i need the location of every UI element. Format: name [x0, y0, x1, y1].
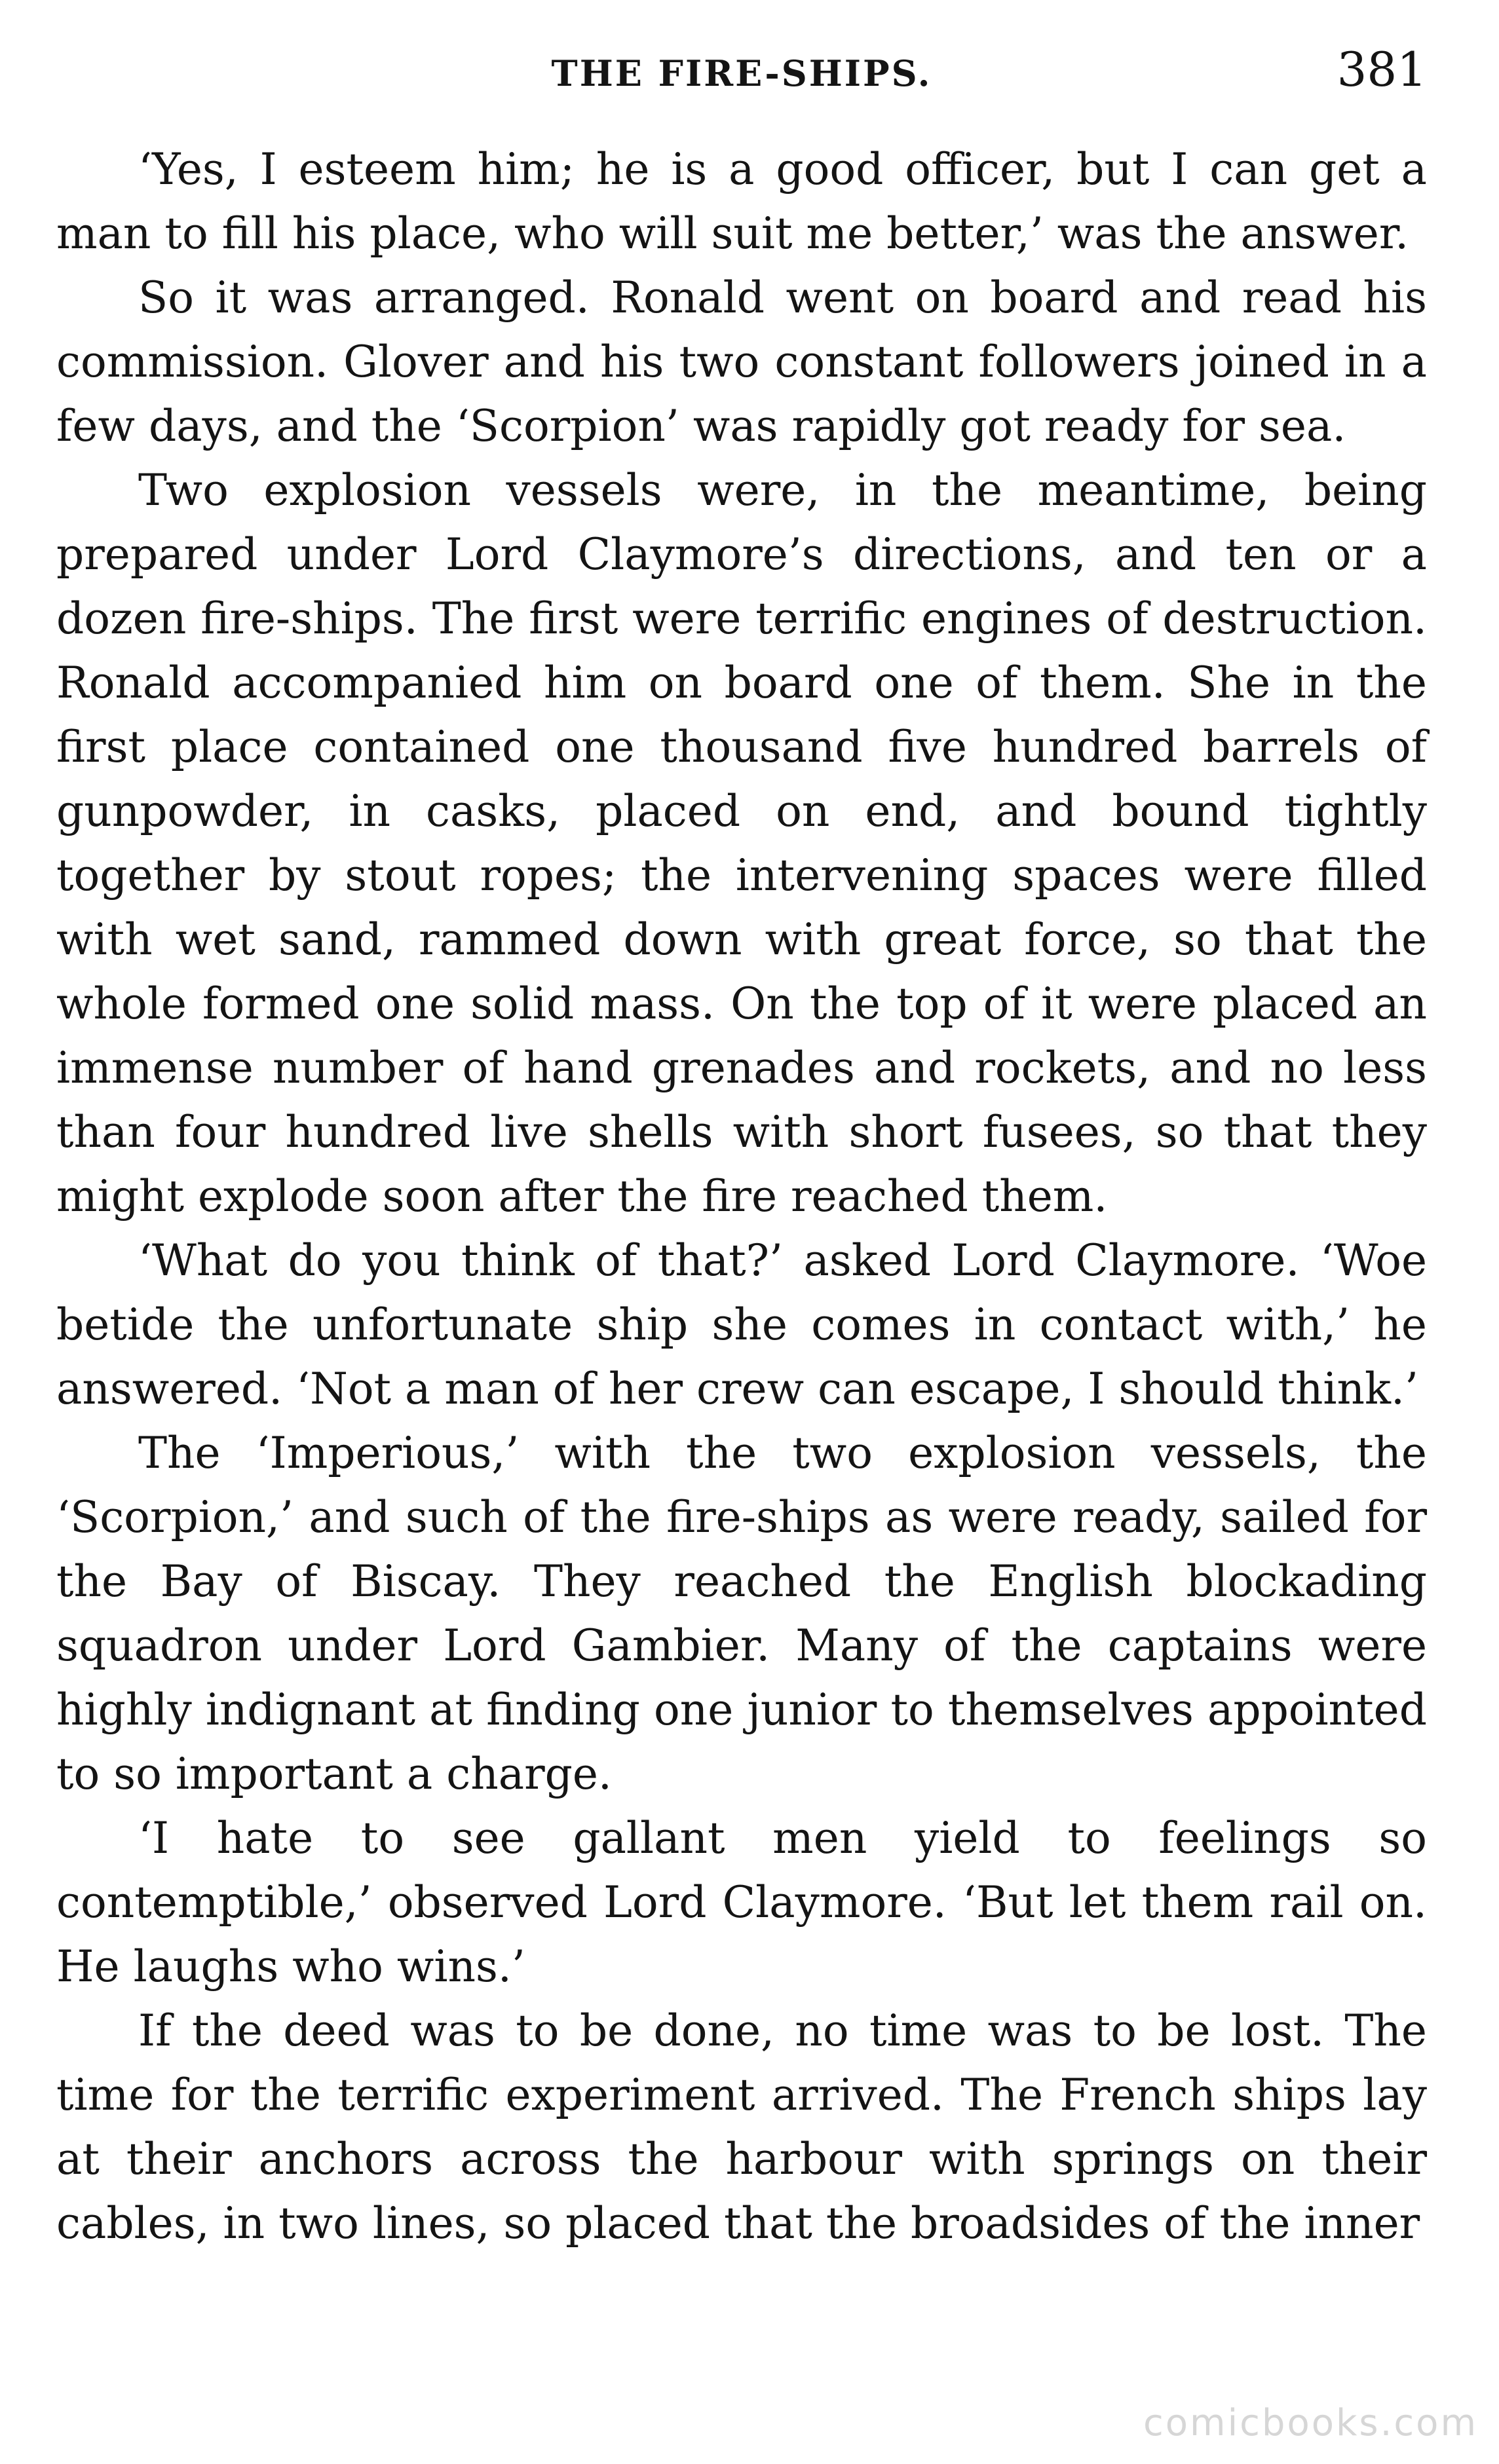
paragraph-6: ‘I hate to see gallant men yield to feelings so contemptible,’ observed Lord Claymore. ‘But let them rail on. He laughs who wins.’ [56, 1813, 1427, 1992]
paragraph-2: So it was arranged. Ronald went on board and read his commission. Glover and his two constant followers joined in a few days, and the ‘Scorpion’ was rapidly got ready for sea. [56, 272, 1427, 451]
watermark: comicbooks.com [1143, 2402, 1478, 2444]
paragraph-7: If the deed was to be done, no time was to be lost. The time for the terrific experiment arrived. The French ships lay at their anchors across the harbour with springs on their cables, in two lines, so placed that the broadsides of the inner [56, 2006, 1427, 2249]
paragraph-1: ‘Yes, I esteem him; he is a good officer, but I can get a man to fill his place, who will suit me better,’ was the answer. [56, 144, 1427, 259]
page-header [56, 42, 1427, 124]
paragraph-5: The ‘Imperious,’ with the two explosion vessels, the ‘Scorpion,’ and such of the fire-ships as were ready, sailed for the Bay of Biscay. They reached the English blockading squadron under Lord Gambier. Many of the captains were highly indignant at finding one junior to themselves appointed to so important a charge. [56, 1428, 1427, 1799]
body-text [56, 138, 1427, 2256]
running-title: THE FIRE-SHIPS. [551, 52, 932, 94]
page-number: 381 [1337, 42, 1427, 97]
paragraph-4: ‘What do you think of that?’ asked Lord Claymore. ‘Woe betide the unfortunate ship she comes in contact with,’ he answered. ‘Not a man of her crew can escape, I should think.’ [56, 1235, 1427, 1414]
paragraph-3: Two explosion vessels were, in the meantime, being prepared under Lord Claymore’s directions, and ten or a dozen fire-ships. The first were terrific engines of destruction. Ronald accompanied him on board one of them. She in the first place contained one thousand five hundred barrels of gunpowder, in casks, placed on end, and bound tightly together by stout ropes; the intervening spaces were filled with wet sand, rammed down with great force, so that the whole formed one solid mass. On the top of it were placed an immense number of hand grenades and rockets, and no less than four hundred live shells with short fusees, so that they might explode soon after the fire reached them. [56, 465, 1427, 1222]
